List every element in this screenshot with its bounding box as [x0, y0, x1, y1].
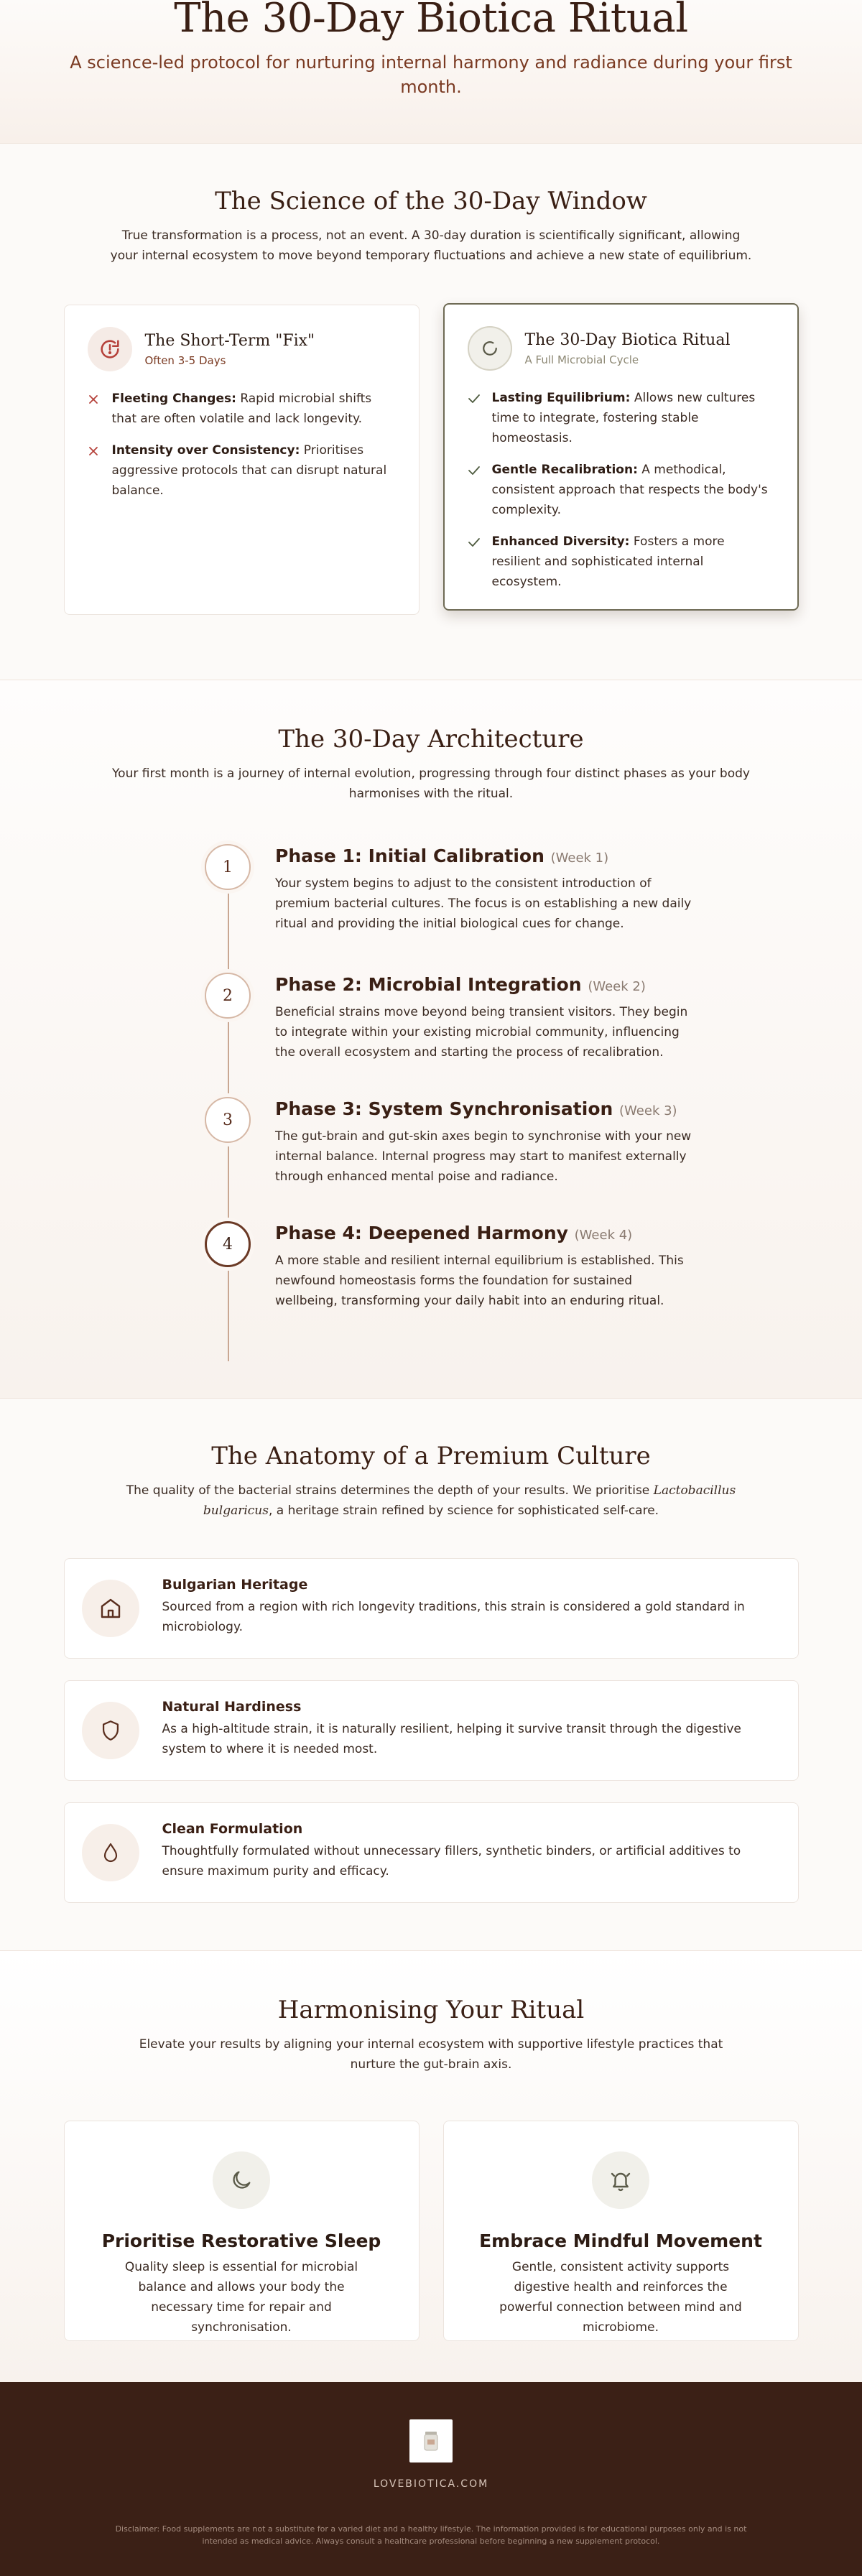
harmonising-heading: Harmonising Your Ritual	[277, 1996, 585, 2024]
tip-description: Gentle, consistent activity supports digestive health and reinforces the powerful connection between mind and microbiome.	[499, 2260, 742, 2335]
architecture-intro: Your first month is a journey of internal evolution, progressing through four distinct phases as your body harmonises with the ritual.	[112, 766, 750, 801]
tip-card-movement	[443, 2121, 799, 2341]
feature-card-heritage	[64, 1558, 799, 1659]
cross-icon	[88, 440, 112, 501]
short-term-fix-card	[64, 305, 420, 615]
phase-number: 4	[205, 1221, 251, 1267]
phase-item-1	[205, 844, 700, 934]
feature-card-hardiness	[64, 1680, 799, 1781]
refresh-alert-icon	[88, 327, 132, 371]
fix-card-title: The Short-Term "Fix"	[144, 331, 315, 350]
ritual-card-subtitle: A Full Microbial Cycle	[524, 353, 639, 366]
item-label: Fleeting Changes:	[111, 392, 236, 406]
tips-cards	[64, 2121, 799, 2341]
harmonising-intro: Elevate your results by aligning your internal ecosystem with supportive lifestyle practices that nurture the gut-brain axis.	[139, 2037, 723, 2072]
check-icon	[468, 460, 492, 520]
phase-week: (Week 1)	[550, 851, 609, 866]
item-text: A methodical, consistent approach that respects the body's complexity.	[491, 463, 768, 517]
feature-description: Sourced from a region with rich longevity traditions, this strain is considered a gold standard in microbiology.	[162, 1600, 745, 1634]
feature-description: Thoughtfully formulated without unnecessary fillers, synthetic binders, or artificial additives to ensure maximum purity and efficacy.	[162, 1844, 741, 1878]
architecture-section	[0, 680, 862, 1399]
list-item	[468, 532, 774, 592]
intro-text: , a heritage strain refined by science for sophisticated self-care.	[268, 1504, 659, 1518]
check-icon	[468, 532, 492, 592]
phase-number: 3	[205, 1097, 251, 1143]
comparison-cards	[64, 305, 799, 615]
feature-title: Bulgarian Heritage	[162, 1577, 308, 1593]
tip-card-sleep	[64, 2121, 420, 2341]
ritual-card-title: The 30-Day Biotica Ritual	[524, 330, 731, 349]
phase-number: 2	[205, 973, 251, 1019]
phase-week: (Week 3)	[619, 1103, 677, 1118]
cycle-icon	[468, 326, 512, 371]
phase-title: Phase 1: Initial Calibration	[275, 845, 544, 866]
list-item	[88, 389, 396, 429]
cross-icon	[88, 389, 112, 429]
hero-subtitle: A science-led protocol for nurturing internal harmony and radiance during your first month.	[70, 52, 792, 97]
list-item	[468, 460, 774, 520]
harmonising-section	[0, 1951, 862, 2382]
science-intro: True transformation is a process, not an event. A 30-day duration is scientifically significant, allowing your internal ecosystem to move beyond temporary fluctuations and achieve a new state of equilibrium.	[110, 228, 752, 263]
check-icon	[468, 388, 492, 448]
bell-icon	[592, 2151, 649, 2209]
fix-card-list	[88, 389, 396, 501]
phase-number: 1	[205, 844, 251, 890]
strain-name: Lactobacillus bulgaricus	[203, 1483, 736, 1518]
brand-logo	[409, 2419, 453, 2463]
phase-description: The gut-brain and gut-skin axes begin to synchronise with your new internal balance. Internal progress may start to manifest externally through enhanced mental poise and radiance.	[275, 1129, 692, 1184]
shield-icon	[82, 1702, 139, 1759]
phase-description: Your system begins to adjust to the consistent introduction of premium bacterial cultures. The focus is on establishing a new daily ritual and providing the initial biological cues for change.	[275, 876, 692, 931]
footer-brand-link[interactable]: LOVEBIOTICA.COM	[373, 2478, 489, 2490]
hero-section	[0, 0, 862, 144]
phase-title: Phase 3: System Synchronisation	[275, 1098, 613, 1119]
ritual-card	[443, 303, 799, 611]
tip-title: Embrace Mindful Movement	[479, 2230, 762, 2251]
anatomy-intro	[97, 1481, 765, 1521]
footer	[0, 2382, 862, 2576]
phase-title: Phase 2: Microbial Integration	[275, 974, 582, 995]
phase-description: A more stable and resilient internal equilibrium is established. This newfound homeostasis forms the foundation for sustained wellbeing, transforming your daily habit into an enduring ritual.	[275, 1254, 684, 1308]
phase-week: (Week 2)	[588, 979, 646, 994]
phase-description: Beneficial strains move beyond being transient visitors. They begin to integrate within your existing microbial community, influencing the overall ecosystem and starting the process of recalibration.	[275, 1005, 688, 1060]
intro-text: The quality of the bacterial strains determines the depth of your results. We prioritise	[126, 1483, 654, 1498]
home-icon	[82, 1580, 139, 1637]
item-text: Rapid microbial shifts that are often volatile and lack longevity.	[111, 392, 372, 426]
architecture-heading: The 30-Day Architecture	[278, 725, 584, 754]
ritual-card-list	[468, 388, 774, 592]
item-label: Gentle Recalibration:	[491, 463, 638, 477]
list-item	[88, 440, 396, 501]
item-label: Enhanced Diversity:	[491, 534, 630, 549]
feature-title: Natural Hardiness	[162, 1699, 302, 1715]
droplet-icon	[82, 1824, 139, 1881]
item-label: Intensity over Consistency:	[111, 443, 300, 458]
feature-title: Clean Formulation	[162, 1821, 303, 1837]
tip-description: Quality sleep is essential for microbial balance and allows your body the necessary time for repair and synchronisation.	[124, 2260, 358, 2335]
list-item	[468, 388, 774, 448]
phase-item-2	[205, 973, 700, 1062]
phase-item-3	[205, 1097, 700, 1187]
item-text: Allows new cultures time to integrate, fostering stable homeostasis.	[491, 391, 756, 445]
fix-card-subtitle: Often 3-5 Days	[144, 353, 226, 367]
page-title: The 30-Day Biotica Ritual	[174, 0, 688, 42]
footer-disclaimer: Disclaimer: Food supplements are not a substitute for a varied diet and a healthy lifestyle. The information provided is for educational purposes only and is not intended as medical advice. Always consult a healthcare professional before beginning a new supplement protocol.	[115, 2524, 747, 2546]
feature-description: As a high-altitude strain, it is naturally resilient, helping it survive transit through the digestive system to where it is needed most.	[162, 1722, 741, 1756]
item-text: Prioritises aggressive protocols that can disrupt natural balance.	[111, 443, 387, 498]
item-text: Fosters a more resilient and sophisticated internal ecosystem.	[491, 534, 725, 589]
moon-icon	[213, 2151, 270, 2209]
anatomy-heading: The Anatomy of a Premium Culture	[211, 1442, 651, 1470]
anatomy-section	[0, 1399, 862, 1951]
phase-week: (Week 4)	[574, 1228, 633, 1243]
phase-timeline	[205, 844, 700, 1311]
phase-title: Phase 4: Deepened Harmony	[275, 1223, 568, 1243]
science-section	[0, 144, 862, 680]
phase-item-4	[205, 1221, 700, 1311]
item-label: Lasting Equilibrium:	[491, 391, 631, 405]
feature-card-formulation	[64, 1802, 799, 1903]
science-heading: The Science of the 30-Day Window	[215, 187, 647, 216]
tip-title: Prioritise Restorative Sleep	[101, 2230, 381, 2251]
